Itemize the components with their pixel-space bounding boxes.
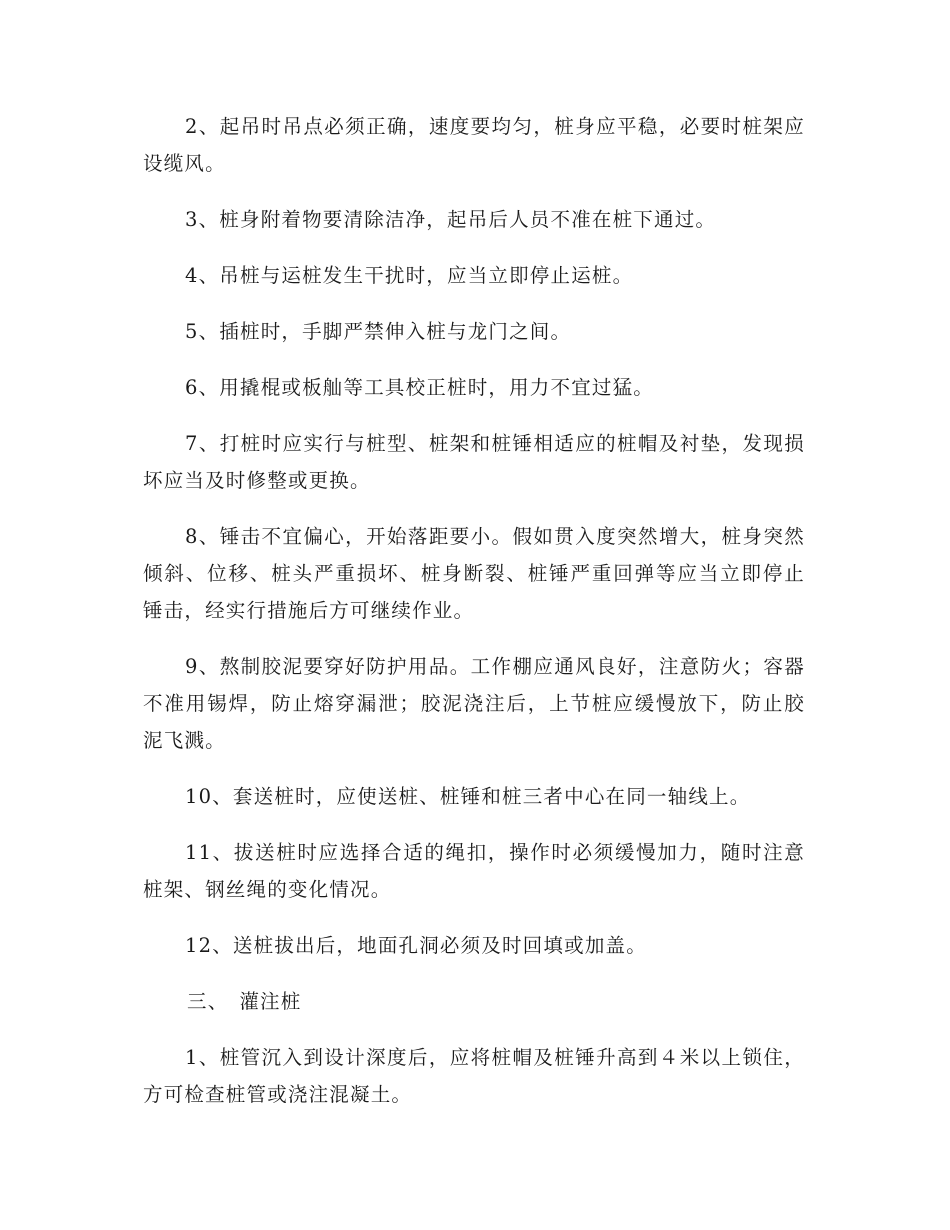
paragraph-6-correcting-pile: 6、用撬棍或板舢等工具校正桩时，用力不宜过猛。 (185, 376, 655, 399)
paragraph-1-pile-tube: 1、桩管沉入到设计深度后，应将桩帽及桩锤升高到４米以上锁住，方可检查桩管或浇注混凝土。 (143, 1046, 805, 1106)
paragraph-11-pulling-follower: 11、拔送桩时应选择合适的绳扣，操作时必须缓慢加力，随时注意桩架、钢丝绳的变化情况。 (143, 841, 805, 901)
paragraph-10-follower-pile: 10、套送桩时，应使送桩、桩锤和桩三者中心在同一轴线上。 (185, 785, 751, 808)
paragraph-5-inserting-pile: 5、插桩时，手脚严禁伸入桩与龙门之间。 (185, 320, 572, 343)
paragraph-4-interference: 4、吊桩与运桩发生干扰时，应当立即停止运桩。 (185, 264, 634, 287)
paragraph-12-backfill: 12、送桩拔出后，地面孔洞必须及时回填或加盖。 (185, 934, 647, 957)
section-heading-cast-in-place-pile: 三、 灌注桩 (187, 990, 302, 1013)
paragraph-7-pile-cap: 7、打桩时应实行与桩型、桩架和桩锤相适应的桩帽及衬垫，发现损坏应当及时修整或更换。 (143, 432, 805, 492)
paragraph-9-cement-mortar: 9、熬制胶泥要穿好防护用品。工作棚应通风良好，注意防火；容器不准用锡焊，防止熔穿漏泄；胶泥浇注后，上节桩应缓慢放下，防止胶泥飞溅。 (143, 655, 805, 752)
paragraph-8-hammering: 8、锤击不宜偏心，开始落距要小。假如贯入度突然增大，桩身突然倾斜、位移、桩头严重损坏、桩身断裂、桩锤严重回弹等应当立即停止锤击，经实行措施后方可继续作业。 (143, 525, 805, 622)
document-body (143, 108, 805, 1132)
paragraph-2-lifting-points: 2、起吊时吊点必须正确，速度要均匀，桩身应平稳，必要时桩架应设缆风。 (143, 115, 805, 175)
paragraph-3-attachments: 3、桩身附着物要清除洁净，起吊后人员不准在桩下通过。 (185, 208, 717, 231)
